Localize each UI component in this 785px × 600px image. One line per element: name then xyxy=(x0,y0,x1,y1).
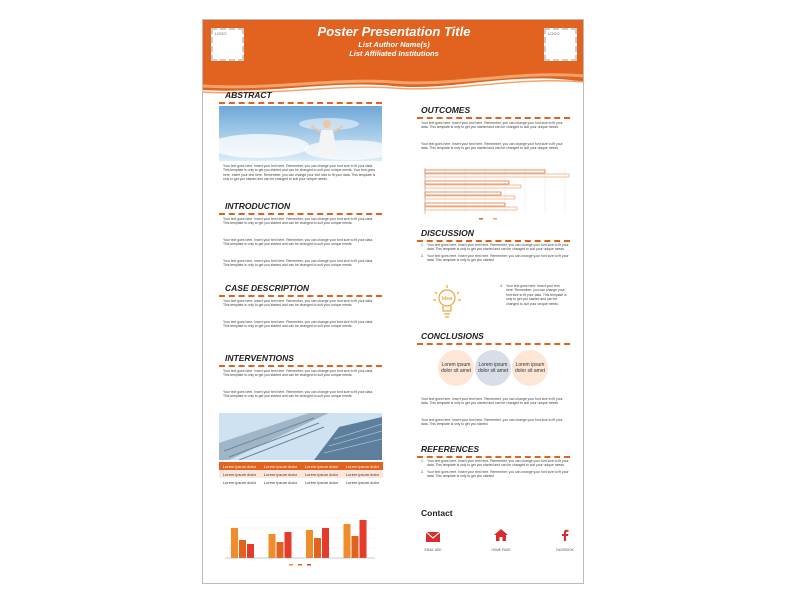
idea-bulb-icon xyxy=(429,282,465,322)
outcomes-rule xyxy=(417,117,570,120)
table-cell: Lorem ipsum dolor xyxy=(219,470,260,478)
bar xyxy=(360,520,367,558)
case-description-title: CASE DESCRIPTION xyxy=(225,283,310,293)
legend-swatch xyxy=(298,564,302,566)
table-cell: Lorem ipsum dolor xyxy=(342,470,383,478)
abstract-title: ABSTRACT xyxy=(225,90,272,100)
interventions-rule xyxy=(219,365,382,368)
list-item: 2. Your text goes here. Insert your text here. Remember, you can change your font size to fit your data. This template is only to get you started. xyxy=(421,253,569,263)
bar xyxy=(239,540,246,558)
list-item: 1. Your text goes here. Insert your text here. Remember, you can change your font size to fit your data. This template is only to get you started and can be changed to suit your unique needs. xyxy=(421,243,569,252)
contact-homepage-label[interactable]: HOME PAGE xyxy=(491,548,511,552)
discussion-side-list xyxy=(500,284,568,308)
contact-email-label[interactable]: EMAIL ADD xyxy=(424,548,442,552)
contact-facebook-label[interactable]: FACEBOOK xyxy=(556,548,574,552)
mail-icon[interactable] xyxy=(426,529,440,547)
bar xyxy=(352,536,359,558)
interventions-table xyxy=(219,462,383,486)
list-item: 1. Your text goes here. Insert your text here. Remember, you can change your font size to fit your data. This template is only to get you started and can be changed to suit your unique needs. xyxy=(421,459,569,468)
poster-header xyxy=(203,20,584,100)
legend-swatch xyxy=(493,218,497,220)
bar xyxy=(314,538,321,558)
outcomes-p2: Your text goes here. Insert your text here. Remember, you can change your font size to fit your data. This template is only to get you started and can be changed to suit your unique needs. xyxy=(421,142,563,151)
svg-text:Idea: Idea xyxy=(441,296,453,302)
bar xyxy=(322,528,329,558)
poster-title: Poster Presentation Title xyxy=(317,24,471,39)
interventions-p2: Your text goes here. Insert your text here. Remember, you can change your font size to fit your data. This template is only to get you started and can be changed to suit your unique needs. xyxy=(223,390,374,399)
title-block xyxy=(203,23,584,58)
bar xyxy=(231,528,238,558)
table-cell: Lorem ipsum dolor xyxy=(301,470,342,478)
conclusion-circle-3: Lorem ipsum dolor sit amet xyxy=(512,350,548,386)
conclusion-circle-1: Lorem ipsum dolor sit amet xyxy=(438,350,474,386)
legend-swatch xyxy=(307,564,311,566)
abstract-text: Your text goes here. Insert your text here. Remember, you can change your font size to fit your data. This template is only to get you started and can be changed to suit your unique needs. Your text goes here. Insert your text here. Remember, you can change your font size to fit your data. This template is only to get you started and can be changed to suit your unique needs. xyxy=(223,164,376,182)
conclusions-title: CONCLUSIONS xyxy=(421,331,484,341)
poster-authors: List Author Name(s) xyxy=(358,40,430,49)
case-description-p1: Your text goes here. Insert your text here. Remember, you can change your font size to fit your data. This template is only to get you started and can be changed to suit your unique needs. xyxy=(223,299,374,308)
table-row xyxy=(219,470,383,478)
outcomes-title: OUTCOMES xyxy=(421,105,471,115)
facebook-icon[interactable] xyxy=(560,528,570,546)
table-cell: Lorem ipsum dolor xyxy=(342,462,383,470)
introduction-p3: Your text goes here. Insert your text here. Remember, you can change your font size to fit your data. This template is only to get you started and can be changed to suit your unique needs. xyxy=(223,259,374,268)
contact-title: Contact xyxy=(421,508,453,518)
introduction-title: INTRODUCTION xyxy=(225,201,291,211)
bar xyxy=(425,174,569,177)
poster-institutions: List Affiliated Institutions xyxy=(349,49,439,58)
table-cell: Lorem ipsum dolor xyxy=(260,478,301,486)
bar xyxy=(425,196,515,199)
references-title: REFERENCES xyxy=(421,444,480,454)
bar xyxy=(269,534,276,558)
legend-swatch xyxy=(289,564,293,566)
introduction-p1: Your text goes here. Insert your text here. Remember, you can change your font size to fit your data. This template is only to get you started and can be changed to suit your unique needs. xyxy=(223,217,374,226)
table-cell: Lorem ipsum dolor xyxy=(342,478,383,486)
introduction-rule xyxy=(219,213,382,216)
outcomes-p1: Your text goes here. Insert your text here. Remember, you can change your font size to fit your data. This template is only to get you started and can be changed to suit your unique needs. xyxy=(421,121,563,130)
discussion-title: DISCUSSION xyxy=(421,228,474,238)
interventions-title: INTERVENTIONS xyxy=(225,353,294,363)
bar xyxy=(425,185,521,188)
bar xyxy=(277,542,284,558)
logo-placeholder-right: LOGO xyxy=(544,28,577,61)
conclusions-p1: Your text goes here. Insert your text here. Remember, you can change your font size to fit your data. This template is only to get you started and can be changed to suit your unique needs. xyxy=(421,397,563,406)
bar xyxy=(247,544,254,558)
table-cell: Lorem ipsum dolor xyxy=(301,478,342,486)
table-cell: Lorem ipsum dolor xyxy=(301,462,342,470)
interventions-p1: Your text goes here. Insert your text here. Remember, you can change your font size to fit your data. This template is only to get you started and can be changed to suit your unique needs. xyxy=(223,369,374,378)
introduction-p2: Your text goes here. Insert your text here. Remember, you can change your font size to fit your data. This template is only to get you started and can be changed to suit your unique needs. xyxy=(223,238,374,247)
table-cell: Lorem ipsum dolor xyxy=(260,462,301,470)
table-row xyxy=(219,478,383,486)
list-item: 3. Your text goes here. Insert your text here. Remember, you can change your font size to fit your data. This template is only to get you started and can be changed to suit your unique needs. xyxy=(500,284,567,306)
bar xyxy=(344,524,351,558)
conclusion-circle-2: Lorem ipsum dolor sit amet xyxy=(475,350,511,386)
legend-swatch xyxy=(479,218,483,220)
references-list xyxy=(421,459,569,481)
table-cell: Lorem ipsum dolor xyxy=(260,470,301,478)
interventions-bar-chart xyxy=(219,514,382,570)
abstract-rule xyxy=(219,102,382,105)
logo-placeholder-left: LOGO xyxy=(211,28,244,61)
interventions-photo xyxy=(219,413,382,460)
table-cell: Lorem ipsum dolor xyxy=(219,478,260,486)
conclusions-p2: Your text goes here. Insert your text here. Remember, you can change your font size to fit your data. This template is only to get you started. xyxy=(421,418,563,427)
table-header-row xyxy=(219,462,383,470)
conclusions-rule xyxy=(417,343,570,346)
bar xyxy=(425,192,501,195)
case-description-rule xyxy=(219,295,382,298)
home-icon[interactable] xyxy=(494,528,508,546)
case-description-p2: Your text goes here. Insert your text here. Remember, you can change your font size to fit your data. This template is only to get you started and can be changed to suit your unique needs. xyxy=(223,320,374,329)
bar xyxy=(306,530,313,558)
discussion-list xyxy=(421,243,569,265)
abstract-photo xyxy=(219,106,382,161)
bar xyxy=(425,181,509,184)
bar xyxy=(285,532,292,558)
table-cell: Lorem ipsum dolor xyxy=(219,462,260,470)
outcomes-bar-chart xyxy=(415,164,571,222)
list-item: 2. Your text goes here. Insert your text here. Remember, you can change your font size to fit your data. This template is only to get you started. xyxy=(421,469,569,479)
bar xyxy=(425,207,517,210)
poster xyxy=(202,19,584,584)
